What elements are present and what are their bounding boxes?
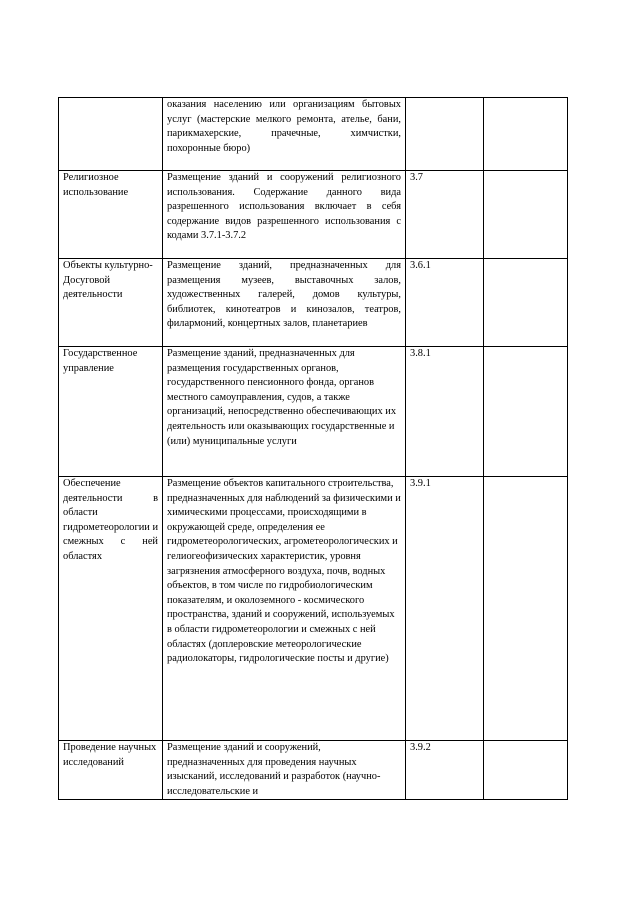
extra-cell <box>484 347 568 477</box>
extra-cell <box>484 98 568 171</box>
use-code: 3.8.1 <box>406 347 484 477</box>
extra-cell <box>484 741 568 800</box>
use-code: 3.9.1 <box>406 477 484 741</box>
extra-cell <box>484 171 568 259</box>
table-row <box>59 477 568 741</box>
use-type-name <box>59 98 163 171</box>
use-type-name: Религиозное использование <box>59 171 163 259</box>
use-type-name: Объекты культурно-Досуговой деятельности <box>59 259 163 347</box>
extra-cell <box>484 477 568 741</box>
table-row <box>59 741 568 800</box>
use-code: 3.6.1 <box>406 259 484 347</box>
use-description: Размещение зданий и сооружений религиозного использования. Содержание данного вида разрешенного использования включает в себя содержание видов разрешенного использования с кодами 3.7.1-3.7.2 <box>163 171 406 259</box>
use-code: 3.9.2 <box>406 741 484 800</box>
use-type-name: Проведение научных исследований <box>59 741 163 800</box>
use-description: Размещение зданий, предназначенных для размещения музеев, выставочных залов, художественных галерей, домов культуры, библиотек, кинотеатров и кинозалов, театров, филармоний, концертных залов, планетариев <box>163 259 406 347</box>
use-description: Размещение зданий и сооружений, предназначенных для проведения научных изысканий, исследований и разработок (научно-исследовательские и <box>163 741 406 800</box>
use-description: Размещение объектов капитального строительства, предназначенных для наблюдений за физическими и химическими процессами, происходящими в окружающей среде, определения ее гидрометеорологических, агрометеорологических и гелиогеофизических характеристик, уровня загрязнения атмосферного воздуха, почв, водных объектов, в том числе по гидробиологическим показателям, и околоземного - космического пространства, зданий и сооружений, используемых в области гидрометеорологии и смежных с ней областях (доплеровские метеорологические радиолокаторы, гидрологические посты и другие) <box>163 477 406 741</box>
use-code <box>406 98 484 171</box>
table-row <box>59 259 568 347</box>
use-type-name: Обеспечение деятельности в области гидрометеорологии и смежных с ней областях <box>59 477 163 741</box>
use-description: Размещение зданий, предназначенных для размещения государственных органов, государственного пенсионного фонда, органов местного самоуправления, судов, а также организаций, непосредственно обеспечивающих их деятельность или оказывающих государственные и (или) муниципальные услуги <box>163 347 406 477</box>
land-use-table <box>58 97 568 800</box>
extra-cell <box>484 259 568 347</box>
use-description: оказания населению или организациям бытовых услуг (мастерские мелкого ремонта, ателье, бани, парикмахерские, прачечные, химчистки, похоронные бюро) <box>163 98 406 171</box>
use-code: 3.7 <box>406 171 484 259</box>
table-row <box>59 171 568 259</box>
table-row <box>59 98 568 171</box>
use-type-name: Государственное управление <box>59 347 163 477</box>
table-row <box>59 347 568 477</box>
